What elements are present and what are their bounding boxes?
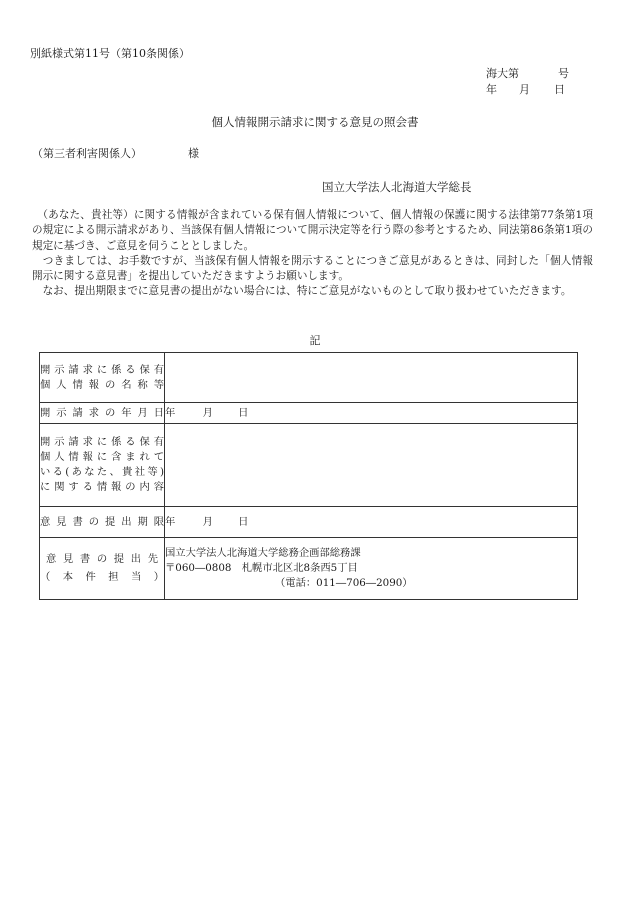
reference-date-day: 日 — [554, 83, 565, 96]
table-row — [40, 353, 578, 403]
info-table — [39, 352, 578, 600]
row-label-submission — [40, 538, 165, 600]
date-year: 年 — [165, 515, 176, 528]
body-paragraph-1-text: （あなた、貴社等）に関する情報が含まれている保有個人情報について、個人情報の保護に関する法律第77条第1項の規定による開示請求があり、当該保有個人情報について開示決定等を行う際の参考とするため、同法第86条第1項の規定に基づき、ご意見を伺うこととしました。 — [32, 209, 593, 252]
label-line: （本件担当） — [40, 571, 164, 583]
table-row — [40, 507, 578, 538]
reference-number-prefix: 海大第 — [486, 67, 519, 80]
reference-number-suffix: 号 — [558, 67, 569, 80]
date-month: 月 — [202, 406, 213, 419]
body-paragraph-2-text: つきましては、お手数ですが、当該保有個人情報を開示することにつきご意見があるときは、同封した「個人情報開示に関する意見書」を提出していただきますようお願いします。 — [32, 254, 593, 283]
contact-address: 〒060―0808 札幌市北区北8条西5丁目 — [165, 562, 358, 574]
reference-date-year: 年 — [486, 83, 497, 96]
body-paragraph-1 — [32, 208, 593, 254]
table-row — [40, 538, 578, 600]
note-heading: 記 — [309, 334, 321, 347]
label-line: 開示請求に係る保有 — [40, 436, 164, 448]
reference-block — [486, 66, 569, 98]
row-value-info-name — [165, 353, 578, 403]
label-line: 開示請求に係る保有 — [40, 363, 164, 376]
row-value-submission — [165, 538, 578, 600]
date-month: 月 — [202, 515, 213, 528]
table-row — [40, 424, 578, 507]
sender-name: 国立大学法人北海道大学総長 — [322, 180, 472, 194]
reference-date — [486, 82, 569, 98]
contact-phone: （電話：011―706―2090） — [275, 577, 413, 589]
label-line: 個人情報の名称等 — [40, 378, 164, 391]
label-line: に関する情報の内容 — [40, 481, 164, 493]
body-paragraph-2 — [32, 254, 593, 285]
reference-date-month: 月 — [519, 83, 530, 96]
table-row — [40, 403, 578, 424]
row-label-info-name — [40, 353, 165, 403]
document-title: 個人情報開示請求に関する意見の照会書 — [211, 115, 419, 129]
contact-office: 国立大学法人北海道大学総務企画部総務課 — [165, 547, 361, 559]
date-day: 日 — [238, 515, 249, 528]
row-value-info-content — [165, 424, 578, 507]
row-value-request-date — [165, 403, 578, 424]
addressee-name: （第三者利害関係人） — [32, 147, 142, 160]
label-line: 個人情報に含まれて — [40, 451, 164, 463]
row-label-request-date — [40, 403, 165, 424]
row-value-deadline — [165, 507, 578, 538]
label-line: いる(あなた、貴社等) — [40, 466, 164, 478]
date-year: 年 — [165, 406, 176, 419]
body-paragraph-3 — [32, 284, 593, 299]
reference-number — [486, 66, 569, 82]
label-line: 開示請求の年月日 — [40, 406, 164, 419]
row-label-deadline — [40, 507, 165, 538]
row-label-info-content — [40, 424, 165, 507]
addressee-honorific: 様 — [188, 147, 199, 160]
body-text — [32, 208, 593, 300]
body-paragraph-3-text: なお、提出期限までに意見書の提出がない場合には、特にご意見がないものとして取り扱わせていただきます。 — [42, 285, 572, 298]
label-line: 意見書の提出期限 — [40, 515, 164, 528]
label-line: 意見書の提出先 — [46, 553, 158, 565]
form-number: 別紙様式第11号（第10条関係） — [30, 47, 190, 60]
addressee — [32, 145, 199, 161]
date-day: 日 — [238, 406, 249, 419]
